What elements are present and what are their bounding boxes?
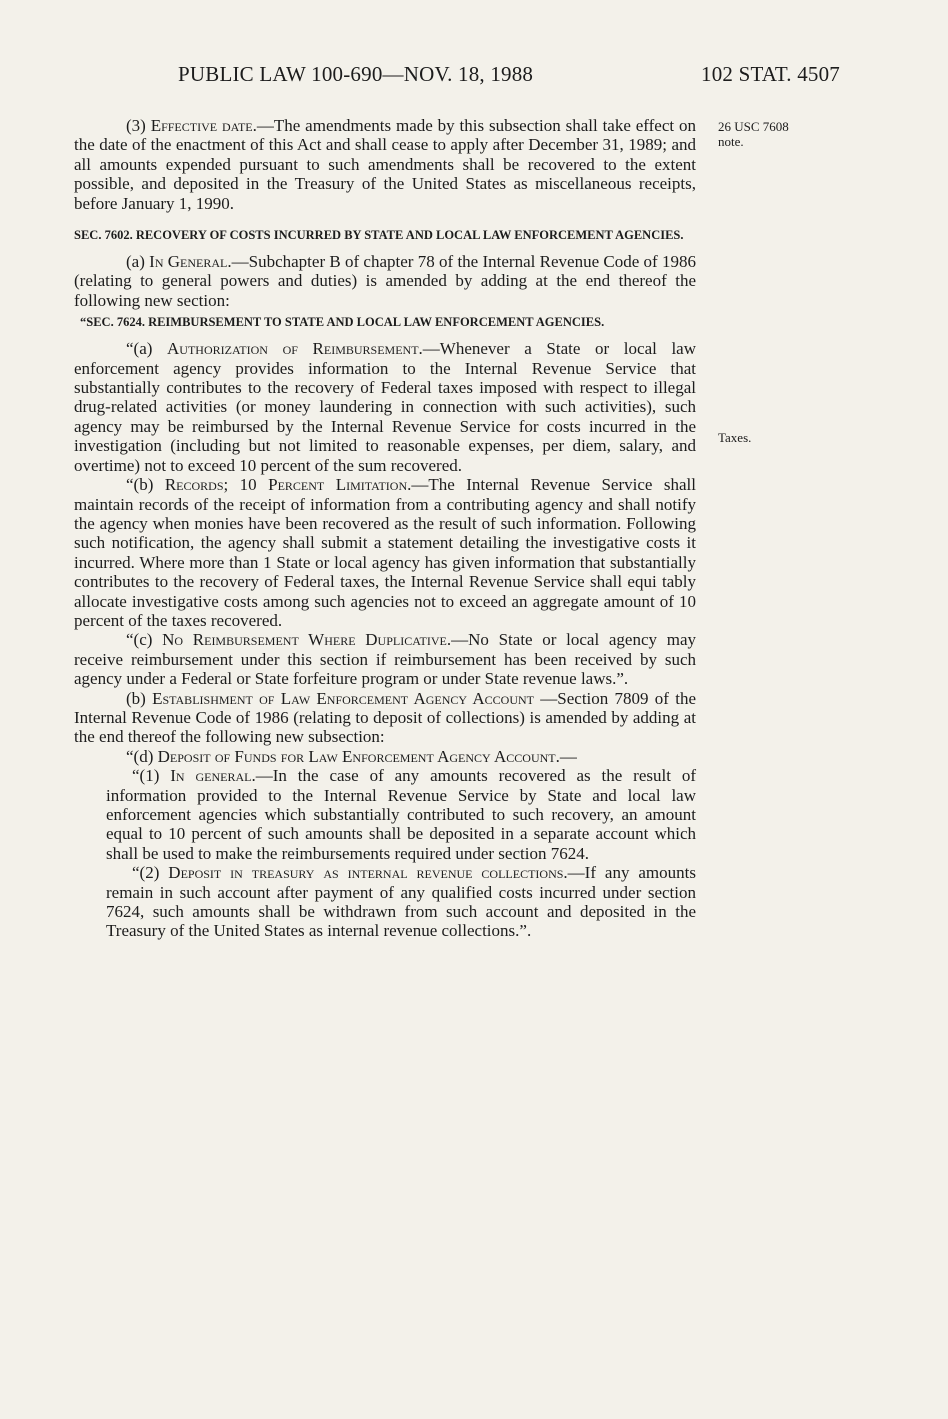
paragraph-text: —If any amounts remain in such account after payment of any qualified costs incurred under section 7624, such amounts shall be withdrawn from such account and deposited in the Treasury of the United States as internal revenue collections.”. [106,863,696,941]
paragraph-no-reimbursement [74,630,696,688]
paragraph-heading: Effective date. [150,116,257,135]
paragraph-number: (3) [126,116,151,135]
paragraph-1-in-general [74,766,696,863]
margin-note-usc [718,119,789,149]
section-heading-7624: “SEC. 7624. REIMBURSEMENT TO STATE AND LOCAL LAW ENFORCEMENT AGENCIES. [80,315,605,330]
paragraph-heading: Authorization of Reimbursement. [167,339,423,359]
paragraph-text: —Whenever a State or local law enforcement agency provides information to the Internal Revenue Service that substantially contributes to the recovery of Federal taxes imposed with respect to illegal drug-related activities (or money laundering in connection with such activities), such agency may be reimbursed by the Internal Revenue Service for costs incurred in the investigation (including but not limited to reasonable expenses, per diem, salary, and overtime) not to exceed 10 percent of the sum recovered. [74,339,696,475]
paragraph-heading: Deposit of Funds for Law Enforcement Agency Account. [157,746,560,766]
paragraph-number: “(a) [126,339,168,359]
paragraph-number: “(c) [126,630,163,650]
header-page-ref: 102 STAT. 4507 [701,62,840,86]
paragraph-heading: Establishment of Law Enforcement Agency Account [152,688,535,708]
paragraph-number: (b) [126,688,153,708]
paragraph-effective-date [74,116,696,213]
margin-note-usc-line2: note. [718,134,744,149]
document-body [74,116,696,941]
page-header [70,62,840,92]
paragraph-2-deposit-in-treasury [74,863,696,941]
paragraph-number: “(1) [132,766,171,786]
paragraph-text: —Section 7809 of the Internal Revenue Code of 1986 (relating to deposit of collections) is amended by adding at the end thereof the following new subsection: [74,688,696,747]
paragraph-d-deposit-of-funds [74,747,696,766]
paragraph-b-establishment [74,689,696,747]
paragraph-text: —In the case of any amounts recovered as the result of information provided to the Internal Revenue Service by State and local law enforcement agencies which substantially contributed to such recovery, an amount equal to 10 percent of such amounts shall be deposited in a separate account which shall be used to make the reimbursements required under section 7624. [106,766,696,863]
paragraph-number: “(b) [126,475,165,495]
paragraph-text: —No State or local agency may receive reimbursement under this section if reimbursement has been received by such agency under a Federal or State forfeiture program or under State revenue laws.”. [74,630,696,689]
paragraph-text: —The amendments made by this subsection shall take effect on the date of the enactment of this Act and shall cease to apply after December 31, 1989; and all amounts expended pursuant to such amendments shall be recovered to the extent possible, and deposited in the Treasury of the United States as miscellaneous receipts, before January 1, 1990. [74,116,696,213]
paragraph-heading: In general. [170,766,256,786]
paragraph-text: —Subchapter B of chapter 78 of the Internal Revenue Code of 1986 (relating to general powers and duties) is amended by adding at the end thereof the following new section: [74,252,696,310]
section-heading-7602: SEC. 7602. RECOVERY OF COSTS INCURRED BY STATE AND LOCAL LAW ENFORCEMENT AGENCIES. [74,228,684,243]
margin-note-usc-line1: 26 USC 7608 [718,119,789,134]
margin-note-taxes: Taxes. [718,430,752,445]
paragraph-text: —The Internal Revenue Service shall maintain records of the receipt of information from a contributing agency and shall notify the agency when monies have been recovered as the result of such information. Following such notification, the agency shall submit a statement detailing the investigative costs it incurred. Where more than 1 State or local agency has given information that substantially contributes to the recovery of Federal taxes, the Internal Revenue Service shall equi tably allocate investigative costs among such agencies not to exceed an aggregate amount of 10 percent of the taxes recovered. [74,475,696,630]
paragraph-number: (a) [126,252,150,272]
paragraph-heading: No Reimbursement Where Duplicative. [162,630,452,650]
paragraph-records [74,475,696,630]
paragraph-heading: Records; 10 Percent Limitation. [164,475,412,495]
paragraph-a-in-general [74,252,696,310]
paragraph-heading: Deposit in treasury as internal revenue collections. [168,863,568,883]
paragraph-text: — [559,746,577,766]
paragraph-number: “(d) [126,746,158,766]
paragraph-authorization [74,339,696,475]
paragraph-number: “(2) [132,863,169,883]
header-title: PUBLIC LAW 100-690—NOV. 18, 1988 [178,62,534,86]
paragraph-heading: In General. [149,252,232,272]
